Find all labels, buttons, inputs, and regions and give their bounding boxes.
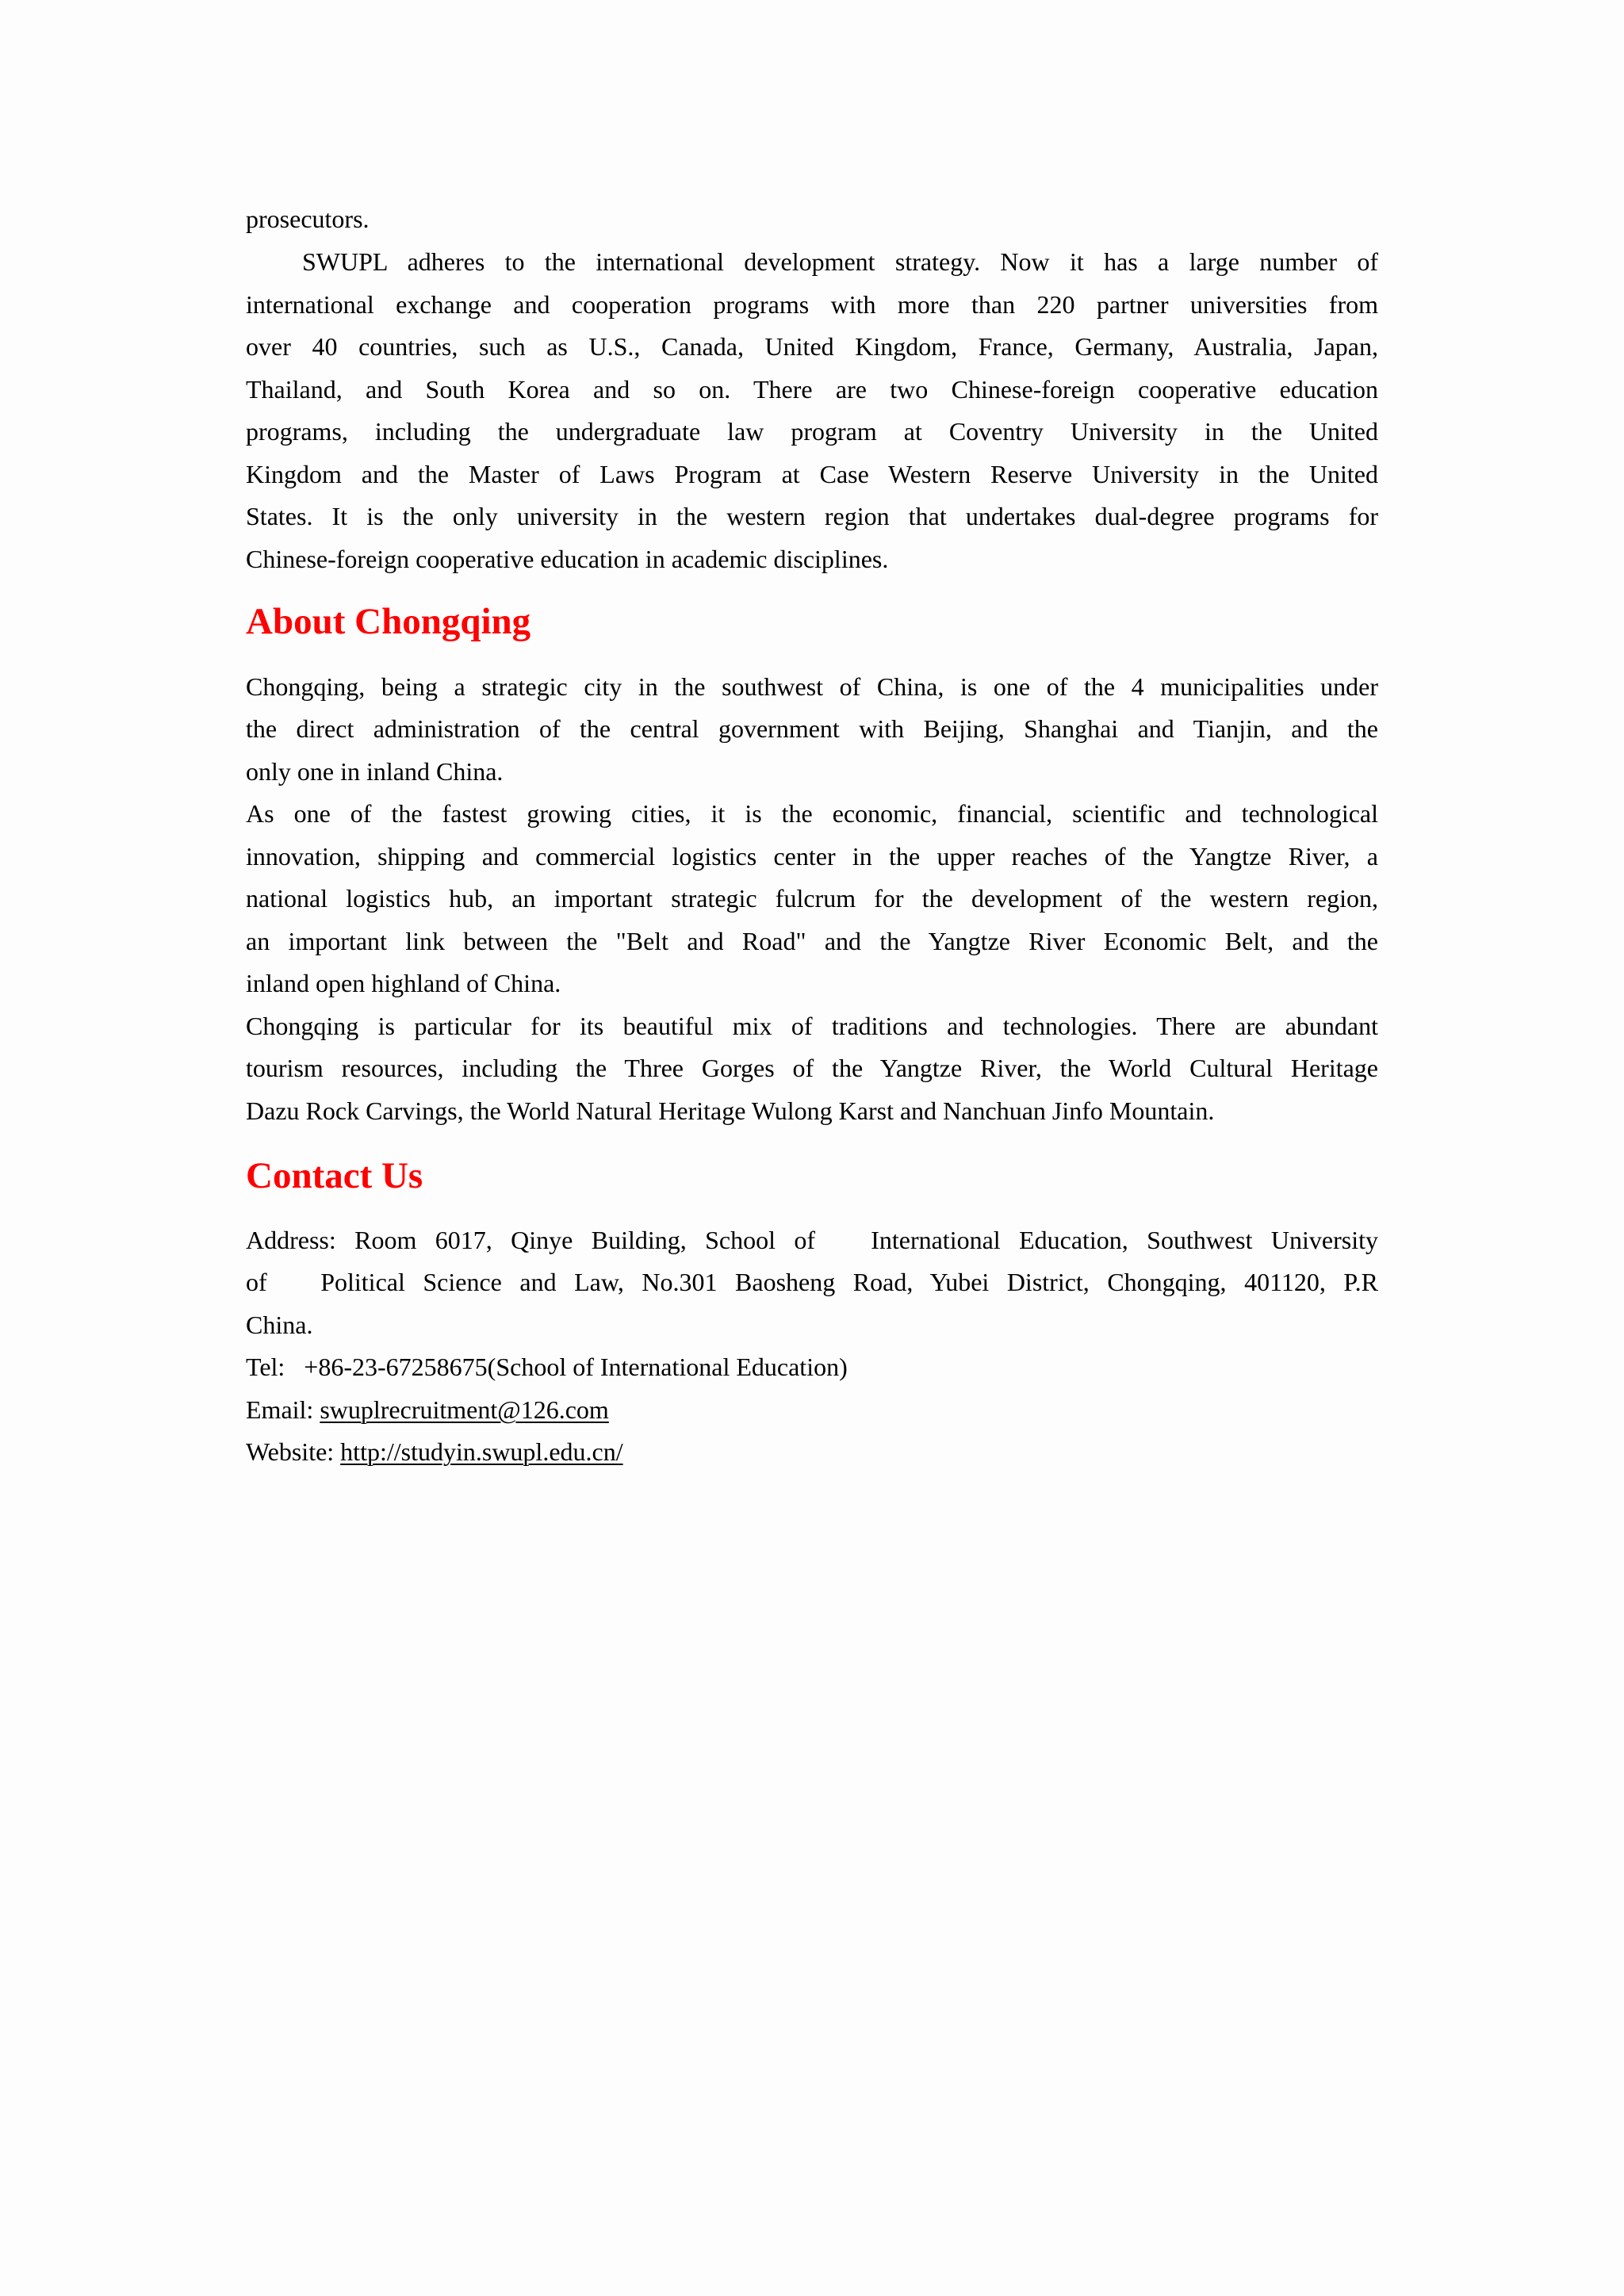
paragraph-line: inland open highland of China.: [246, 969, 561, 997]
paragraph-line: national logistics hub, an important strategic fulcrum for the development of the western region,: [246, 884, 1378, 913]
paragraph-line: Thailand, and South Korea and so on. There are two Chinese-foreign cooperative education: [246, 374, 1378, 404]
email-link[interactable]: swuplrecruitment@126.com: [320, 1395, 609, 1424]
tel-value: +86-23-67258675(School of International Education): [285, 1353, 848, 1381]
email-label: Email:: [246, 1395, 320, 1424]
paragraph-line: Dazu Rock Carvings, the World Natural Heritage Wulong Karst and Nanchuan Jinfo Mountain.: [246, 1096, 1215, 1125]
paragraph-line: States. It is the only university in the western region that undertakes dual-degree programs for: [246, 502, 1378, 530]
paragraph-line: Chinese-foreign cooperative education in academic disciplines.: [246, 544, 889, 573]
tel-label: Tel:: [246, 1353, 285, 1381]
contact-email: [246, 1389, 1378, 1432]
website-label: Website:: [246, 1437, 341, 1466]
paragraph-line: an important link between the "Belt and Road" and the Yangtze River Economic Belt, and the: [246, 926, 1378, 955]
paragraph-line: tourism resources, including the Three Gorges of the Yangtze River, the World Cultural Heritage: [246, 1054, 1378, 1082]
paragraph-line: prosecutors.: [246, 205, 370, 233]
contact-tel: [246, 1346, 1378, 1389]
paragraph-line: Chongqing, being a strategic city in the southwest of China, is one of the 4 municipalities under: [246, 672, 1378, 701]
paragraph-line: only one in inland China.: [246, 756, 504, 786]
contact-website: [246, 1431, 1378, 1474]
paragraph-line: over 40 countries, such as U.S., Canada, United Kingdom, France, Germany, Australia, Japan,: [246, 332, 1378, 361]
paragraph-line: As one of the fastest growing cities, it is the economic, financial, scientific and technological: [246, 799, 1378, 828]
section-heading-contact-us: Contact Us: [246, 1155, 423, 1196]
paragraph-line: Kingdom and the Master of Laws Program at Case Western Reserve University in the United: [246, 459, 1378, 488]
section-heading-about-chongqing: About Chongqing: [246, 601, 531, 642]
paragraph-line: innovation, shipping and commercial logistics center in the upper reaches of the Yangtze River, a: [246, 841, 1378, 871]
paragraph-line: international exchange and cooperation programs with more than 220 partner universities from: [246, 289, 1378, 319]
paragraph-line: programs, including the undergraduate law program at Coventry University in the United: [246, 417, 1378, 446]
paragraph-line: Chongqing is particular for its beautiful mix of traditions and technologies. There are abundant: [246, 1011, 1378, 1040]
website-link[interactable]: http://studyin.swupl.edu.cn/: [340, 1437, 623, 1466]
paragraph-line: SWUPL adheres to the international development strategy. Now it has a large number of: [302, 247, 1378, 276]
address-line: Address: Room 6017, Qinye Building, School of International Education, Southwest University: [246, 1225, 1378, 1254]
address-line: of Political Science and Law, No.301 Baosheng Road, Yubei District, Chongqing, 401120, P.R: [246, 1268, 1378, 1296]
paragraph-line: the direct administration of the central government with Beijing, Shanghai and Tianjin, and the: [246, 714, 1378, 743]
address-line: China.: [246, 1310, 313, 1339]
